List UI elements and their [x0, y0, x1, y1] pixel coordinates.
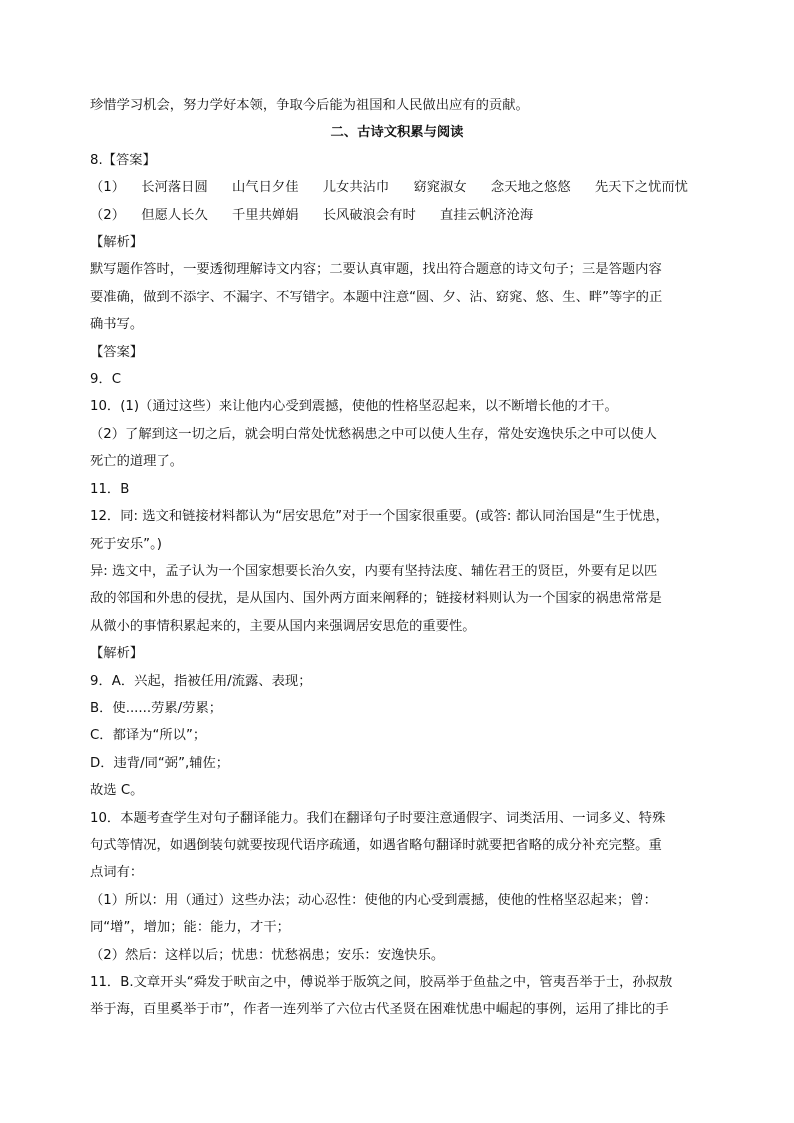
row-label: （2）: [90, 207, 126, 223]
text-line: 12．同: 选文和链接材料都认为“居安思危”对于一个国家很重要。(或答: 都认同治国是“生于忧患，: [90, 509, 669, 525]
text-line: 11．B: [90, 481, 130, 497]
answer-item: 千里共婵娟: [232, 207, 299, 223]
text-line: （2）然后：这样以后；忧患：忧愁祸患；安乐：安逸快乐。: [90, 947, 445, 963]
q8-answer-heading: 8.【答案】: [90, 152, 156, 168]
text-line: 同“增”，增加；能：能力，才干；: [90, 920, 290, 936]
text-line: 10．(1)（通过这些）来让他内心受到震撼，使他的性格坚忍起来，以不断增长他的才干。: [90, 399, 618, 415]
q8-answer-row-1: [90, 174, 704, 201]
text-line: 10．本题考查学生对句子翻译能力。我们在翻译句子时要注意通假字、词类活用、一词多义、特殊: [90, 810, 666, 826]
answer-item: 山气日夕佳: [232, 180, 299, 196]
answer-item: 念天地之悠悠: [490, 180, 571, 196]
answer-item: 直挂云帆济沧海: [440, 207, 534, 223]
text-line: 珍惜学习机会，努力学好本领，争取今后能为祖国和人民做出应有的贡献。: [90, 98, 529, 113]
text-line: 默写题作答时，一要透彻理解诗文内容；二要认真审题，找出符合题意的诗文句子；三是答题内容: [90, 262, 662, 278]
answer-item: 长河落日圆: [141, 180, 208, 196]
text-line: 9．A．兴起，指被任用/流露、表现；: [90, 673, 312, 689]
text-line: 句式等情况，如遇倒装句就要按现代语序疏通，如遇省略句翻译时就要把省略的成分补充完整。重: [90, 837, 662, 853]
text-line: 异: 选文中，孟子认为一个国家想要长治久安，内要有坚持法度、辅佐君王的贤臣，外要有足以匹: [90, 563, 658, 579]
text-line: 故选 C。: [90, 783, 144, 799]
text-line: 从微小的事情积累起来的，主要从国内来强调居安思危的重要性。: [90, 618, 476, 634]
text-line: （2）了解到这一切之后，就会明白常处忧愁祸患之中可以使人生存，常处安逸快乐之中可以使人: [90, 426, 657, 442]
text-line: 死亡的道理了。: [90, 454, 184, 470]
analysis-heading: 【解析】: [90, 235, 144, 251]
text-line: B．使......劳累/劳累；: [90, 700, 223, 716]
text-line: 11．B.文章开头“舜发于畎亩之中，傅说举于版筑之间，胶鬲举于鱼盐之中，管夷吾举于士，孙叔敖: [90, 975, 673, 990]
answer-heading: 【答案】: [90, 344, 144, 360]
document-page: [90, 92, 704, 1024]
text-line: D．违背/同“弼”,辅佐；: [90, 755, 230, 771]
section-title: 二、古诗文积累与阅读: [330, 125, 464, 141]
text-line: （1）所以：用（通过）这些办法；动心忍性：使他的内心受到震撼，使他的性格坚忍起来；曾：: [90, 892, 657, 908]
text-line: 确书写。: [90, 317, 144, 333]
analysis-heading: 【解析】: [90, 646, 144, 662]
answer-item: 窈窕淑女: [413, 180, 467, 196]
q8-answer-row-2: [90, 202, 704, 229]
text-line: 死于安乐”。): [90, 536, 162, 552]
text-line: C．都译为“所以”；: [90, 728, 207, 744]
text-line: 要准确，做到不添字、不漏字、不写错字。本题中注意“圆、夕、沾、窈窕、悠、生、畔”等字的正: [90, 289, 663, 305]
row-label: （1）: [90, 180, 126, 196]
answer-item: 但愿人长久: [141, 207, 208, 223]
answer-item: 儿女共沾巾: [322, 180, 390, 196]
answer-item: 长风破浪会有时: [322, 207, 416, 223]
text-line: 敌的邻国和外患的侵扰，是从国内、国外两方面来阐释的；链接材料则认为一个国家的祸患常常是: [90, 591, 662, 607]
text-line: 9．C: [90, 372, 122, 388]
text-line: 举于海，百里奚举于市”，作者一连列举了六位古代圣贤在困难忧患中崛起的事例，运用了排比的手: [90, 1002, 669, 1018]
text-line: 点词有：: [90, 865, 144, 881]
answer-item: 先天下之忧而忧: [594, 180, 688, 196]
